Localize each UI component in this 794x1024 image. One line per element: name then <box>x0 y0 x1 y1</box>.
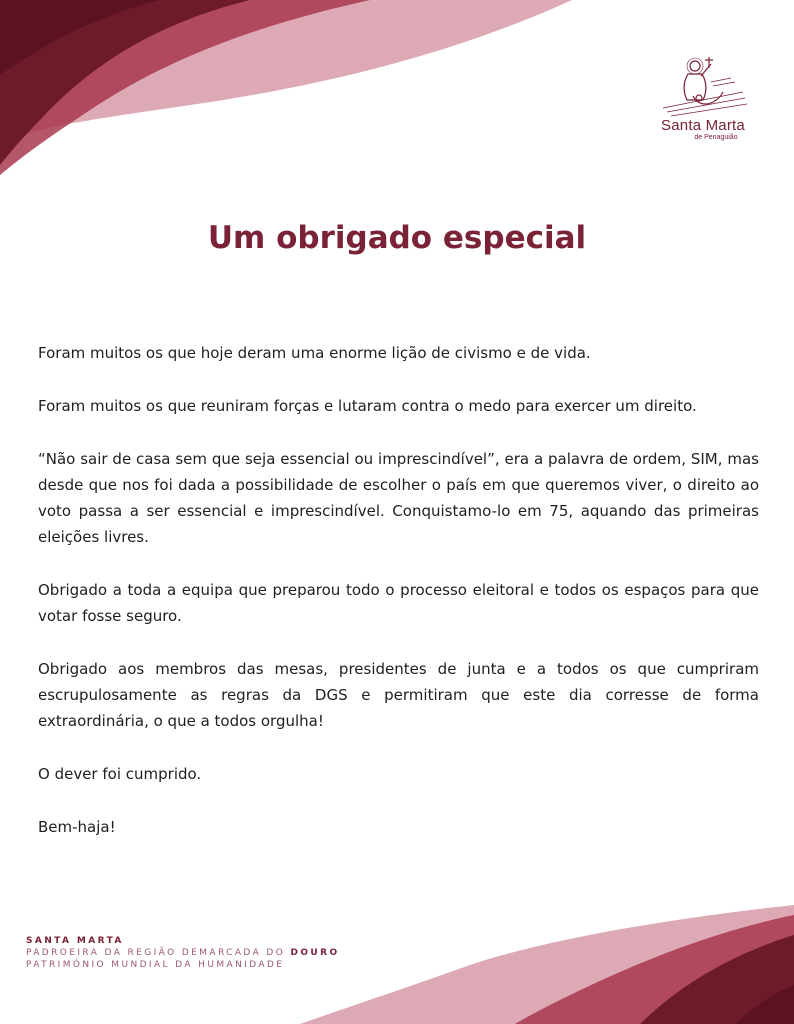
footer-line-name: SANTA MARTA <box>26 936 124 946</box>
footer-region-text: PADROEIRA DA REGIÃO DEMARCADA DO <box>26 948 286 958</box>
paragraph: Foram muitos os que hoje deram uma enorme lição de civismo e de vida. <box>38 344 591 362</box>
footer-line-heritage: PATRIMÓNIO MUNDIAL DA HUMANIDADE <box>26 960 285 970</box>
paragraph: Foram muitos os que reuniram forças e lutaram contra o medo para exercer um direito. <box>38 397 697 415</box>
logo-name: Santa Marta <box>661 117 745 134</box>
logo <box>648 52 758 148</box>
saint-figure-icon <box>653 52 753 118</box>
paragraph: Bem-haja! <box>38 818 116 836</box>
paragraph: Obrigado aos membros das mesas, presidentes de junta e a todos os que cumpriram escrupulosamente as regras da DGS e permitiram que este dia corresse de forma extraordinária, o que a todos orgulha! <box>38 660 759 730</box>
paragraph: “Não sair de casa sem que seja essencial ou imprescindível”, era a palavra de ordem, SIM, mas desde que nos foi dada a possibilidade de escolher o país em que queremos viver, o direito ao voto passa a ser essencial e imprescindível. Conquistamo-lo em 75, aquando das primeiras eleições livres. <box>38 450 759 546</box>
letter-body <box>38 340 759 867</box>
logo-subtitle: de Penaguião <box>694 134 738 141</box>
page-title: Um obrigado especial <box>207 220 587 256</box>
paragraph: O dever foi cumprido. <box>38 765 202 783</box>
footer-region-emphasis: DOURO <box>290 948 340 958</box>
paragraph: Obrigado a toda a equipa que preparou todo o processo eleitoral e todos os espaços para que votar fosse seguro. <box>38 581 759 625</box>
footer <box>26 935 340 971</box>
footer-line-region <box>26 947 340 959</box>
